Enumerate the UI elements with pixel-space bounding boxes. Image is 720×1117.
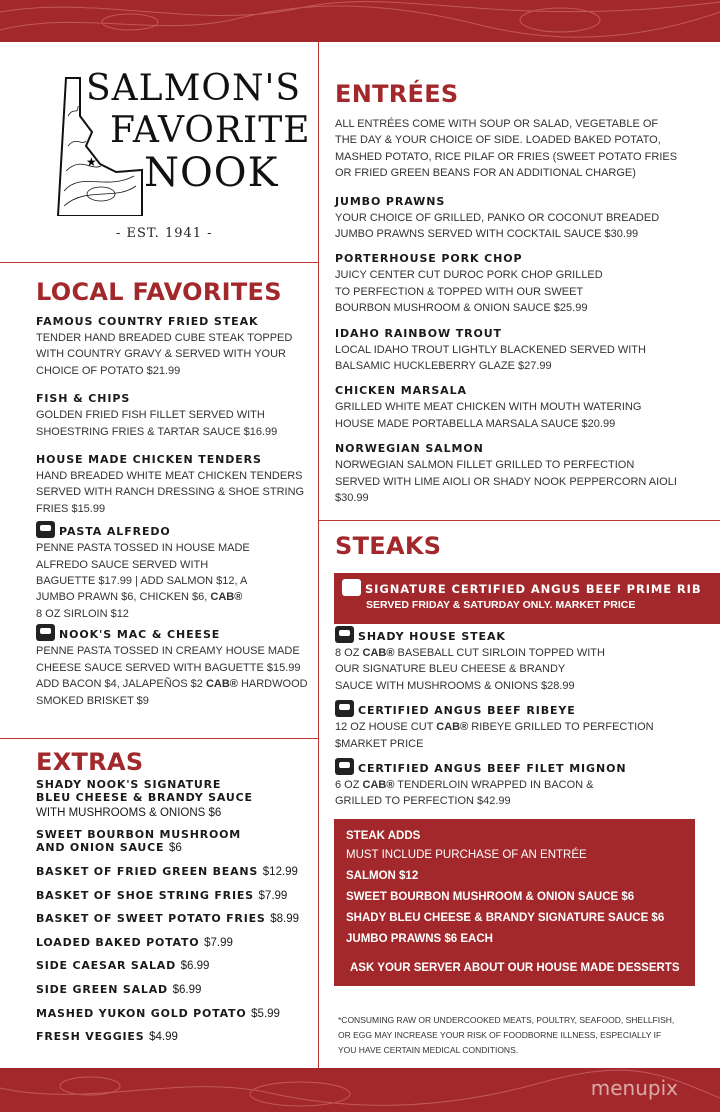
item-description: GRILLED WHITE MEAT CHICKEN WITH MOUTH WATERING HOUSE MADE PORTABELLA MARSALA SAUCE $20.99 <box>335 401 642 430</box>
extra-item <box>36 1030 311 1054</box>
section-heading: EXTRAS <box>36 748 144 776</box>
menu-item <box>335 758 695 810</box>
item-description: HARDWOOD SMOKED BRISKET $9 <box>36 678 308 707</box>
item-name: FAMOUS COUNTRY FRIED STEAK <box>36 315 259 328</box>
item-name: SIDE CAESAR SALAD <box>36 959 177 973</box>
menu-item <box>335 441 680 506</box>
item-name: SIDE GREEN SALAD <box>36 982 168 996</box>
cab-mark: CAB® <box>210 591 243 604</box>
item-price: $6.99 <box>180 960 210 973</box>
item-description: RIBEYE GRILLED TO PERFECTION $MARKET PRICE <box>335 721 654 750</box>
item-name: MASHED YUKON GOLD POTATO <box>36 1006 247 1020</box>
item-name: SHADY NOOK'S SIGNATURE BLEU CHEESE & BRANDY SAUCE <box>36 778 253 804</box>
entrees-section <box>335 80 680 519</box>
bottom-decorative-band <box>0 1068 720 1112</box>
divider <box>318 520 720 521</box>
item-name: CHICKEN MARSALA <box>335 384 467 398</box>
extra-item <box>36 828 246 855</box>
item-name: FRESH VEGGIES <box>36 1030 145 1044</box>
item-price: $5.99 <box>251 1007 280 1020</box>
extra-item <box>36 865 311 889</box>
item-description: NORWEGIAN SALMON FILLET GRILLED TO PERFECTION SERVED WITH LIME AIOLI OR SHADY NOOK PEPPERCORN AIOLI $30.99 <box>335 459 677 505</box>
established-date: - EST. 1941 - <box>116 226 213 241</box>
item-name: CERTIFIED ANGUS BEEF FILET MIGNON <box>358 762 627 776</box>
local-favorites-section <box>36 278 311 721</box>
steak-items <box>335 626 695 822</box>
item-description: HAND BREADED WHITE MEAT CHICKEN TENDERS SERVED WITH RANCH DRESSING & SHOE STRING FRIES $15.99 <box>36 470 305 515</box>
item-description: 12 OZ HOUSE CUT <box>335 721 437 734</box>
divider <box>0 738 318 739</box>
prime-rib-banner <box>334 573 720 624</box>
item-name: PASTA ALFREDO <box>59 525 171 539</box>
steak-adds-note: MUST INCLUDE PURCHASE OF AN ENTRÉE <box>346 849 587 861</box>
logo-line: NOOK <box>144 150 279 196</box>
menu-item <box>36 314 311 379</box>
menu-item <box>36 521 311 622</box>
item-name: IDAHO RAINBOW TROUT <box>335 326 502 340</box>
item-name: NOOK'S MAC & CHEESE <box>59 628 221 642</box>
section-heading: ENTRÉES <box>335 80 459 108</box>
item-description: TENDER HAND BREADED CUBE STEAK TOPPED WITH COUNTRY GRAVY & SERVED WITH YOUR CHOICE OF POTATO $21.99 <box>36 332 293 377</box>
logo-line: FAVORITE <box>110 110 311 151</box>
item-name: CERTIFIED ANGUS BEEF RIBEYE <box>358 704 576 718</box>
cab-logo-icon <box>335 700 354 717</box>
section-heading: LOCAL FAVORITES <box>36 278 282 306</box>
item-name: SHADY HOUSE STEAK <box>358 630 506 643</box>
menu-item <box>36 391 311 440</box>
item-description: PENNE PASTA TOSSED IN CREAMY HOUSE MADE CHEESE SAUCE SERVED WITH BAGUETTE $15.99 ADD BACON $4, JALAPEÑOS $2 <box>36 645 301 691</box>
item-price: WITH MUSHROOMS & ONIONS $6 <box>36 807 222 819</box>
menu-item <box>36 452 311 517</box>
menu-item <box>335 700 695 752</box>
extras-section <box>36 748 311 1054</box>
svg-text:★: ★ <box>86 155 97 169</box>
item-description: GOLDEN FRIED FISH FILLET SERVED WITH SHOESTRING FRIES & TARTAR SAUCE $16.99 <box>36 409 278 438</box>
steak-add-item: SALMON $12 <box>346 870 419 882</box>
steak-add-item: SWEET BOURBON MUSHROOM & ONION SAUCE $6 <box>346 891 635 903</box>
menu-item <box>36 624 311 709</box>
item-description: 6 OZ <box>335 779 363 792</box>
item-price: $7.99 <box>258 889 288 902</box>
steak-adds-title: STEAK ADDS <box>346 830 421 842</box>
extra-item <box>36 983 311 1007</box>
cab-mark: CAB® <box>362 647 395 659</box>
section-heading: STEAKS <box>335 532 442 560</box>
extra-item <box>36 912 311 936</box>
item-description: YOUR CHOICE OF GRILLED, PANKO OR COCONUT BREADED JUMBO PRAWNS SERVED WITH COCKTAIL SAUCE $30.99 <box>335 211 660 241</box>
cab-logo-icon <box>36 521 55 538</box>
item-price: $6.99 <box>172 983 202 996</box>
item-description: PENNE PASTA TOSSED IN HOUSE MADE ALFREDO SAUCE SERVED WITH BAGUETTE $17.99 | ADD SALMON $12, A JUMBO PRAWN $6, CHICKEN $6, <box>36 542 250 604</box>
cab-mark: CAB® <box>205 678 238 691</box>
menu-item <box>335 383 680 432</box>
item-description: 8 OZ SIRLOIN $12 <box>36 607 129 620</box>
health-disclaimer: *CONSUMING RAW OR UNDERCOOKED MEATS, POULTRY, SEAFOOD, SHELLFISH, OR EGG MAY INCREASE YOUR RISK OF FOODBORNE ILLNESS, ESPECIALLY IF YOU HAVE CERTAIN MEDICAL CONDITIONS. <box>338 1015 675 1055</box>
item-price: $7.99 <box>204 936 233 949</box>
cab-logo-icon <box>335 626 354 643</box>
extra-item <box>36 959 311 983</box>
entrees-intro: ALL ENTRÉES COME WITH SOUP OR SALAD, VEGETABLE OF THE DAY & YOUR CHOICE OF SIDE. LOADED BAKED POTATO, MASHED POTATO, RICE PILAF OR FRIES (SWEET POTATO FRIES OR FRIED GREEN BEANS FOR AN ADDITIONAL CHARGE) <box>335 118 678 180</box>
item-description: 8 OZ <box>335 647 363 659</box>
item-name: BASKET OF SWEET POTATO FRIES <box>36 912 266 926</box>
desserts-note: ASK YOUR SERVER ABOUT OUR HOUSE MADE DESSERTS <box>350 962 680 974</box>
item-description: TENDERLOIN WRAPPED IN BACON & GRILLED TO PERFECTION $42.99 <box>335 779 594 808</box>
item-name: BASKET OF FRIED GREEN BEANS <box>36 865 259 878</box>
steak-add-item: JUMBO PRAWNS $6 EACH <box>346 933 493 945</box>
item-description: BASEBALL CUT SIRLOIN TOPPED WITH OUR SIGNATURE BLEU CHEESE & BRANDY SAUCE WITH MUSHROOMS & ONIONS $28.99 <box>335 647 605 692</box>
cab-mark: CAB® <box>436 721 469 734</box>
item-description: LOCAL IDAHO TROUT LIGHTLY BLACKENED SERVED WITH BALSAMIC HUCKLEBERRY GLAZE $27.99 <box>335 343 646 373</box>
restaurant-logo <box>56 68 311 248</box>
extra-item <box>36 1007 311 1031</box>
item-name: JUMBO PRAWNS <box>335 194 446 208</box>
item-name: SWEET BOURBON MUSHROOM AND ONION SAUCE <box>36 828 242 854</box>
cab-logo-icon <box>342 579 361 596</box>
cab-logo-icon <box>36 624 55 641</box>
top-decorative-band <box>0 0 720 42</box>
item-price: $6 <box>168 842 182 854</box>
item-name: FISH & CHIPS <box>36 392 131 406</box>
cab-mark: CAB® <box>362 779 395 792</box>
extra-item <box>36 936 311 960</box>
item-name: NORWEGIAN SALMON <box>335 442 484 456</box>
item-description: SERVED FRIDAY & SATURDAY ONLY. MARKET PRICE <box>366 599 636 611</box>
menu-item <box>335 326 655 375</box>
menu-item <box>335 626 695 694</box>
item-description: JUICY CENTER CUT DUROC PORK CHOP GRILLED TO PERFECTION & TOPPED WITH OUR SWEET BOURBON MUSHROOM & ONION SAUCE $25.99 <box>335 269 603 315</box>
item-price: $4.99 <box>149 1031 178 1044</box>
menu-item <box>335 251 605 316</box>
item-name: PORTERHOUSE PORK CHOP <box>335 252 523 266</box>
cab-logo-icon <box>335 758 354 775</box>
item-name: LOADED BAKED POTATO <box>36 935 200 949</box>
item-price: $12.99 <box>262 866 298 878</box>
item-price: $8.99 <box>270 913 300 926</box>
extra-item <box>36 778 256 804</box>
item-name: SIGNATURE CERTIFIED ANGUS BEEF PRIME RIB <box>365 582 702 596</box>
logo-line: SALMON'S <box>86 68 301 109</box>
watermark: menupix <box>590 1076 678 1100</box>
steaks-section <box>335 532 715 569</box>
item-name: BASKET OF SHOE STRING FRIES <box>36 888 254 902</box>
steak-adds-box <box>334 819 695 986</box>
extra-item <box>36 889 311 913</box>
divider <box>0 262 318 263</box>
steak-add-item: SHADY BLEU CHEESE & BRANDY SIGNATURE SAUCE $6 <box>346 912 665 924</box>
item-name: HOUSE MADE CHICKEN TENDERS <box>36 453 262 467</box>
menu-item <box>335 194 680 243</box>
column-divider <box>318 42 319 1068</box>
